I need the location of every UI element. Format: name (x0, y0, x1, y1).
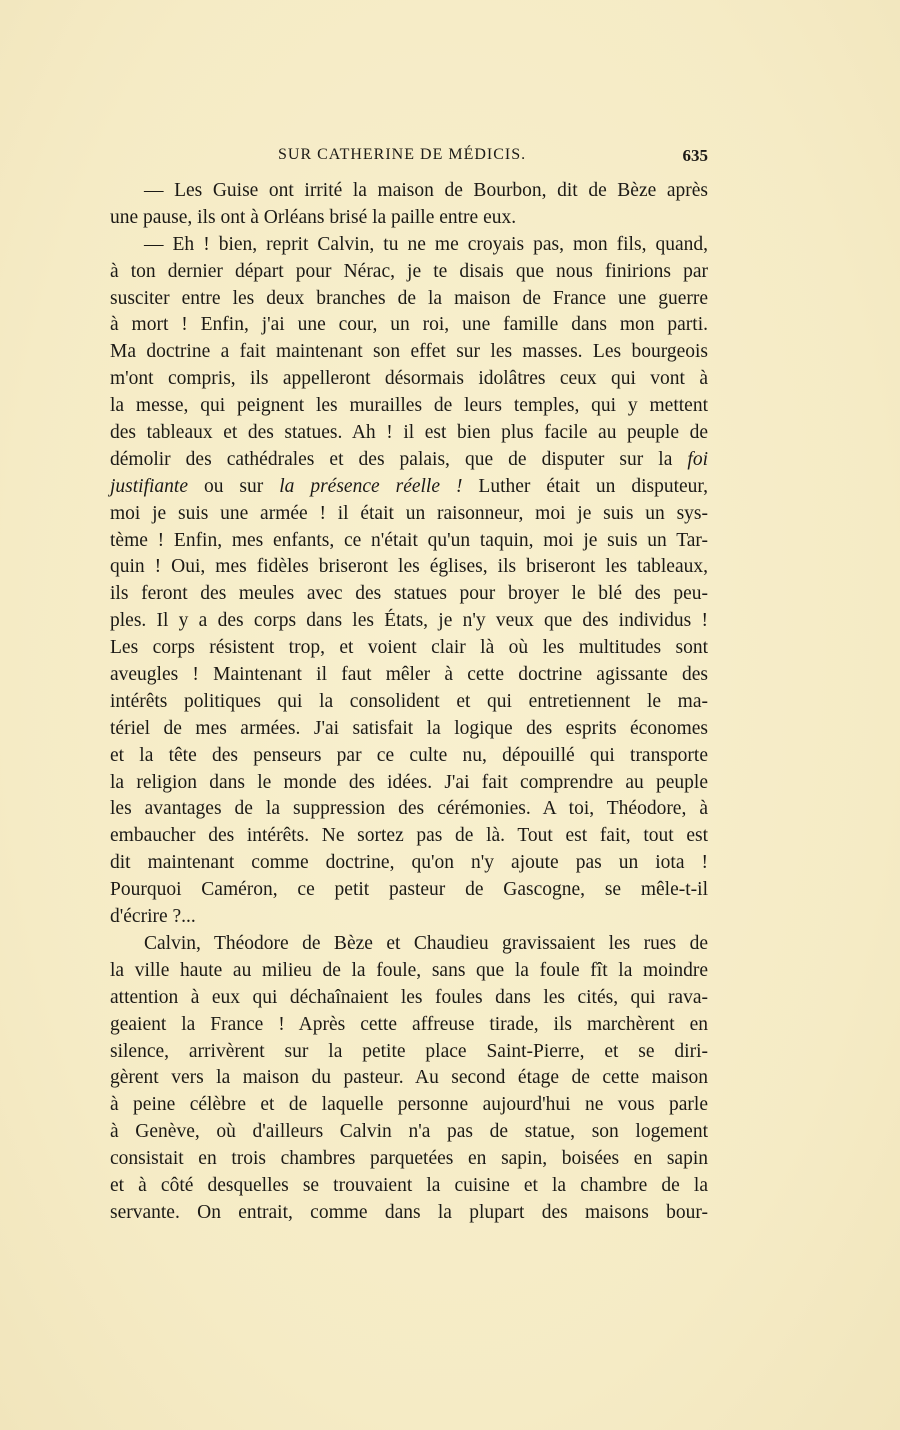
text-segment: — Les Guise ont irrité la maison de Bourbon, dit de Bèze après (144, 180, 708, 201)
text-line (110, 554, 708, 581)
text-segment: une pause, ils ont à Orléans brisé la paille entre eux. (110, 206, 517, 228)
text-segment: attention à eux qui déchaînaient les foules dans les cités, qui rava- (110, 986, 708, 1008)
text-segment: à ton dernier départ pour Nérac, je te disais que nous finirions par (110, 260, 708, 282)
text-segment: Pourquoi Caméron, ce petit pasteur de Gascogne, se mêle-t-il (110, 879, 708, 901)
italic-text: la présence réelle ! (279, 475, 463, 497)
page-number: 635 (682, 146, 708, 165)
text-segment: geaient la France ! Après cette affreuse tirade, ils marchèrent en (110, 1013, 708, 1035)
text-segment: Les corps résistent trop, et voient clair là où les multitudes sont (110, 637, 708, 659)
text-line (110, 716, 708, 743)
text-segment: tériel de mes armées. J'ai satisfait la logique des esprits économes (110, 717, 708, 739)
text-line (110, 312, 708, 339)
page-header (110, 146, 708, 170)
italic-text: justifiante (110, 475, 188, 497)
text-line (110, 1039, 708, 1066)
text-line (110, 635, 708, 662)
text-line (110, 904, 708, 931)
text-line (110, 850, 708, 877)
text-line (110, 1012, 708, 1039)
text-line (110, 581, 708, 608)
text-line (110, 178, 708, 205)
running-title: SUR CATHERINE DE MÉDICIS. (278, 146, 527, 163)
text-segment: d'écrire ?... (110, 906, 196, 928)
text-segment: gèrent vers la maison du pasteur. Au second étage de cette maison (110, 1067, 708, 1089)
body-text (110, 178, 708, 1227)
text-segment: à peine célèbre et de laquelle personne aujourd'hui ne vous parle (110, 1094, 708, 1116)
text-segment: consistait en trois chambres parquetées en sapin, boisées en sapin (110, 1148, 708, 1170)
text-segment: — Eh ! bien, reprit Calvin, tu ne me croyais pas, mon fils, quand, (144, 233, 708, 255)
text-segment: servante. On entrait, comme dans la plupart des maisons bour- (110, 1201, 708, 1223)
text-line (110, 770, 708, 797)
text-line (110, 1200, 708, 1227)
text-line (110, 796, 708, 823)
text-segment: ils feront des meules avec des statues pour broyer le blé des peu- (110, 583, 708, 605)
text-segment: m'ont compris, ils appelleront désormais idolâtres ceux qui vont à (110, 368, 708, 390)
text-line (110, 420, 708, 447)
text-line (110, 1173, 708, 1200)
text-segment: quin ! Oui, mes fidèles briseront les églises, ils briseront les tableaux, (110, 556, 708, 578)
text-segment: silence, arrivèrent sur la petite place Saint-Pierre, et se diri- (110, 1040, 708, 1062)
text-line (110, 958, 708, 985)
text-segment: susciter entre les deux branches de la maison de France une guerre (110, 287, 708, 309)
text-segment: à Genève, où d'ailleurs Calvin n'a pas de statue, son logement (110, 1121, 708, 1143)
text-segment: dit maintenant comme doctrine, qu'on n'y ajoute pas un iota ! (110, 852, 708, 874)
text-segment: et la tête des penseurs par ce culte nu, dépouillé qui transporte (110, 744, 708, 766)
text-line (110, 689, 708, 716)
text-line (110, 393, 708, 420)
text-line (110, 232, 708, 259)
text-line (110, 608, 708, 635)
text-segment: les avantages de la suppression des cérémonies. A toi, Théodore, à (110, 798, 708, 820)
text-segment: Calvin, Théodore de Bèze et Chaudieu gravissaient les rues de (144, 932, 708, 954)
text-line (110, 1065, 708, 1092)
text-line (110, 1146, 708, 1173)
text-segment: embaucher des intérêts. Ne sortez pas de là. Tout est fait, tout est (110, 825, 708, 847)
text-line (110, 366, 708, 393)
text-line (110, 501, 708, 528)
text-line (110, 985, 708, 1012)
text-line (110, 823, 708, 850)
text-segment: à mort ! Enfin, j'ai une cour, un roi, une famille dans mon parti. (110, 314, 708, 336)
text-segment: aveugles ! Maintenant il faut mêler à cette doctrine agissante des (110, 664, 708, 686)
text-line (110, 528, 708, 555)
text-line (110, 259, 708, 286)
text-line (110, 447, 708, 474)
text-line (110, 474, 708, 501)
text-line (110, 205, 708, 232)
text-segment: démolir des cathédrales et des palais, que de disputer sur la (110, 448, 688, 470)
text-segment: intérêts politiques qui la consolident et qui entretiennent le ma- (110, 690, 708, 712)
text-segment: moi je suis une armée ! il était un raisonneur, moi je suis un sys- (110, 502, 708, 524)
text-segment: ou sur (188, 475, 280, 497)
text-line (110, 931, 708, 958)
text-line (110, 286, 708, 313)
text-segment: ples. Il y a des corps dans les États, je n'y veux que des individus ! (110, 610, 708, 632)
text-line (110, 339, 708, 366)
text-segment: Luther était un disputeur, (462, 475, 708, 497)
text-line (110, 743, 708, 770)
text-segment: la ville haute au milieu de la foule, sans que la foule fît la moindre (110, 959, 708, 981)
text-segment: la religion dans le monde des idées. J'ai fait comprendre au peuple (110, 771, 708, 793)
text-segment: la messe, qui peignent les murailles de leurs temples, qui y mettent (110, 395, 708, 417)
text-segment: Ma doctrine a fait maintenant son effet sur les masses. Les bourgeois (110, 341, 708, 363)
text-line (110, 1092, 708, 1119)
text-segment: et à côté desquelles se trouvaient la cuisine et la chambre de la (110, 1174, 708, 1196)
text-line (110, 877, 708, 904)
text-segment: tème ! Enfin, mes enfants, ce n'était qu'un taquin, moi je suis un Tar- (110, 529, 708, 551)
italic-text: foi (687, 448, 708, 470)
text-line (110, 1119, 708, 1146)
text-segment: des tableaux et des statues. Ah ! il est bien plus facile au peuple de (110, 422, 708, 444)
text-line (110, 662, 708, 689)
